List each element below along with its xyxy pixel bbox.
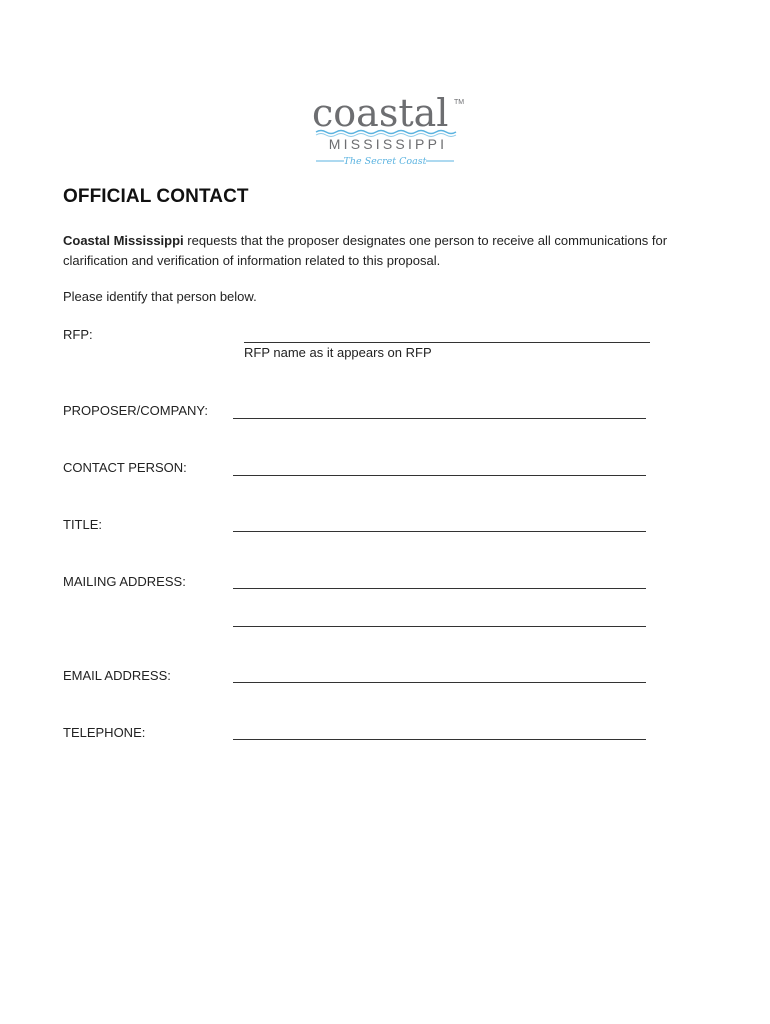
proposer-company-label: PROPOSER/COMPANY: xyxy=(63,403,208,418)
intro-paragraph xyxy=(63,231,713,271)
title-line[interactable] xyxy=(233,531,646,532)
email-address-line[interactable] xyxy=(233,682,646,683)
intro-text: requests that the proposer designates one person to receive all communications for clarification and verification of information related to this proposal. xyxy=(63,233,668,268)
logo-wordmark: coastal xyxy=(312,91,449,135)
contact-person-label: CONTACT PERSON: xyxy=(63,460,187,475)
email-address-label: EMAIL ADDRESS: xyxy=(63,668,171,683)
rfp-label: RFP: xyxy=(63,327,93,342)
logo-tagline: The Secret Coast xyxy=(343,156,427,167)
page-title: OFFICIAL CONTACT xyxy=(63,186,249,207)
mailing-address-line-1[interactable] xyxy=(233,588,646,589)
mailing-address-line-2[interactable] xyxy=(233,626,646,627)
rfp-hint: RFP name as it appears on RFP xyxy=(244,345,432,360)
title-label: TITLE: xyxy=(63,517,103,532)
logo-trademark: TM xyxy=(454,99,465,106)
mailing-address-label: MAILING ADDRESS: xyxy=(63,574,186,589)
telephone-line[interactable] xyxy=(233,739,646,740)
contact-person-line[interactable] xyxy=(233,475,646,476)
proposer-company-line[interactable] xyxy=(233,418,646,419)
logo-graphic xyxy=(306,90,471,170)
coastal-mississippi-logo xyxy=(306,90,471,170)
rfp-line[interactable] xyxy=(244,342,650,343)
org-name: Coastal Mississippi xyxy=(63,233,184,248)
logo-state-name: MISSISSIPPI xyxy=(328,136,448,152)
telephone-label: TELEPHONE: xyxy=(63,725,146,740)
instruction-text: Please identify that person below. xyxy=(63,289,257,304)
